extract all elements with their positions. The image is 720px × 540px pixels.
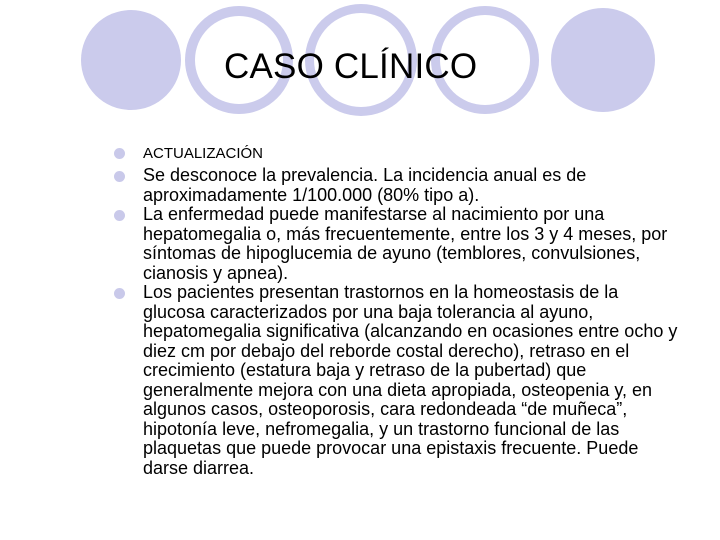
bullet-item-actualizacion [112,144,682,163]
bullet-text: ACTUALIZACIÓN [143,145,264,162]
bullet-text: Los pacientes presentan trastornos en la homeostasis de la glucosa caracterizados por una baja tolerancia al ayuno, hepatomegalia significativa (alcanzando en ocasiones entre ocho y diez cm por debajo del reborde costal derecho), retraso en el crecimiento (estatura baja y retraso de la pubertad) que generalmente mejora con una dieta apropiada, osteopenia y, en algunos casos, osteoporosis, cara redondeada “de muñeca”, hipotonía leve, nefromegalia, y un trastorno funcional de las plaquetas que puede provocar una epistaxis frecuente. Puede darse diarrea. [143,282,678,478]
decor-circle-5 [551,8,655,112]
decor-circle-1 [81,10,181,110]
bullet-text: La enfermedad puede manifestarse al nacimiento por una hepatomegalia o, más frecuentemente, entre los 3 y 4 meses, por síntomas de hipoglucemia de ayuno (temblores, convulsiones, cianosis y apnea). [143,204,668,283]
bullet-item-manifestacion [112,205,682,283]
bullet-dot-icon [114,148,125,159]
bullet-item-trastornos [112,283,682,478]
bullet-list [112,144,682,478]
bullet-text: Se desconoce la prevalencia. La incidencia anual es de aproximadamente 1/100.000 (80% tipo a). [143,165,587,205]
bullet-dot-icon [114,210,125,221]
slide-title: CASO CLÍNICO [224,47,478,86]
bullet-item-prevalencia [112,166,682,205]
bullet-dot-icon [114,288,125,299]
bullet-dot-icon [114,171,125,182]
